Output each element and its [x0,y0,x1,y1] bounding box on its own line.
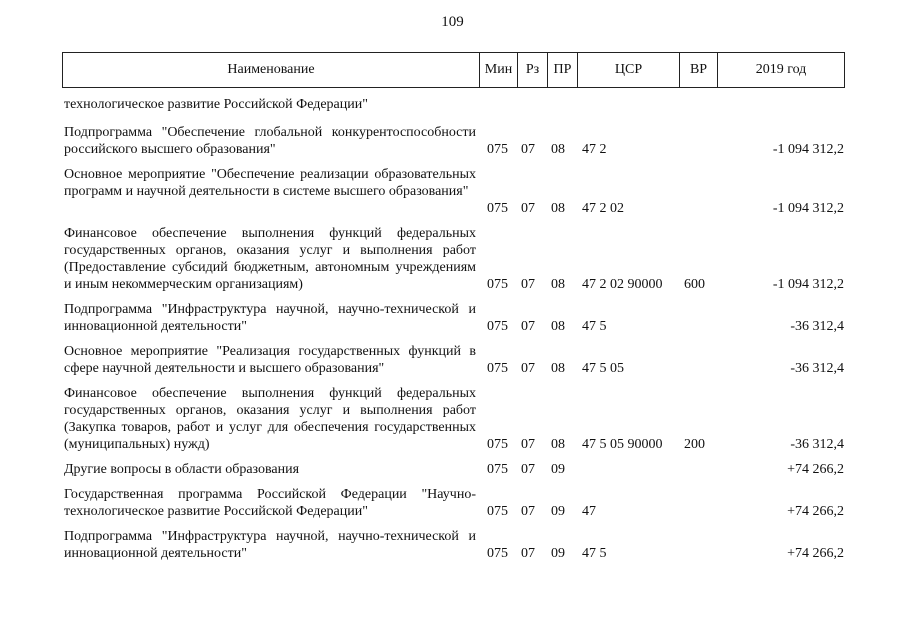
row-name: технологическое развитие Российской Федерации" [64,97,368,112]
row-min: 075 [487,462,508,477]
row-name: Подпрограмма "Обеспечение глобальной конкурентоспособности российского высшего образования" [64,125,476,157]
row-year: -36 312,4 [790,319,844,334]
row-year: -36 312,4 [790,361,844,376]
row-pr: 09 [551,504,565,519]
row-name: Финансовое обеспечение выполнения функций федеральных государственных органов, оказания услуг и выполнения работ (Закупка товаров, работ и услуг для обеспечения государственных (муниципальных) нужд) [64,386,476,452]
header-name: Наименование [63,53,480,88]
table-row [0,124,905,166]
header-csr: ЦСР [578,53,680,88]
header-year: 2019 год [718,53,845,88]
table-body [0,96,905,570]
table-row [0,225,905,301]
row-csr: 47 5 [582,546,607,561]
row-min: 075 [487,437,508,452]
row-name: Подпрограмма "Инфраструктура научной, научно-технической и инновационной деятельности" [64,529,476,561]
row-rz: 07 [521,437,535,452]
row-name: Другие вопросы в области образования [64,462,300,477]
row-pr: 09 [551,462,565,477]
table-row [0,385,905,461]
row-min: 075 [487,361,508,376]
row-year: -1 094 312,2 [772,277,844,292]
row-pr: 08 [551,361,565,376]
row-pr: 09 [551,546,565,561]
row-name: Подпрограмма "Инфраструктура научной, научно-технической и инновационной деятельности" [64,302,476,334]
row-year: -36 312,4 [790,437,844,452]
row-min: 075 [487,277,508,292]
row-csr: 47 5 05 [582,361,624,376]
row-name: Финансовое обеспечение выполнения функций федеральных государственных органов, оказания услуг и выполнения работ (Предоставление субсидий бюджетным, автономным учреждениям и иным некоммерческим организациям) [64,226,476,292]
row-rz: 07 [521,546,535,561]
row-name: Основное мероприятие "Обеспечение реализации образовательных программ и научной деятельности в системе высшего образования" [64,167,476,199]
table-row [0,486,905,528]
table-row [0,528,905,570]
page-number: 109 [441,14,464,30]
row-year: -1 094 312,2 [772,201,844,216]
row-name: Основное мероприятие "Реализация государственных функций в сфере научной деятельности и высшего образования" [64,344,476,376]
header-min: Мин [480,53,518,88]
row-name: Государственная программа Российской Федерации "Научно-технологическое развитие Российской Федерации" [64,487,476,519]
row-rz: 07 [521,142,535,157]
row-min: 075 [487,504,508,519]
row-min: 075 [487,546,508,561]
row-year: +74 266,2 [787,546,844,561]
row-min: 075 [487,319,508,334]
row-vr: 600 [684,277,705,292]
row-pr: 08 [551,437,565,452]
header-rz: Рз [518,53,548,88]
row-vr: 200 [684,437,705,452]
table-row [0,96,905,124]
row-year: +74 266,2 [787,462,844,477]
row-min: 075 [487,201,508,216]
row-min: 075 [487,142,508,157]
table-row [0,343,905,385]
header-pr: ПР [548,53,578,88]
row-csr: 47 5 [582,319,607,334]
row-pr: 08 [551,201,565,216]
table-header [62,52,845,88]
header-vr: ВР [680,53,718,88]
row-rz: 07 [521,319,535,334]
row-pr: 08 [551,277,565,292]
row-rz: 07 [521,201,535,216]
row-csr: 47 2 02 [582,201,624,216]
table-row [0,461,905,486]
table-row [0,166,905,225]
row-rz: 07 [521,504,535,519]
row-csr: 47 2 02 90000 [582,277,663,292]
row-pr: 08 [551,142,565,157]
row-rz: 07 [521,277,535,292]
row-year: -1 094 312,2 [772,142,844,157]
row-csr: 47 [582,504,596,519]
row-csr: 47 2 [582,142,607,157]
row-csr: 47 5 05 90000 [582,437,663,452]
row-pr: 08 [551,319,565,334]
row-rz: 07 [521,361,535,376]
row-year: +74 266,2 [787,504,844,519]
row-rz: 07 [521,462,535,477]
table-row [0,301,905,343]
